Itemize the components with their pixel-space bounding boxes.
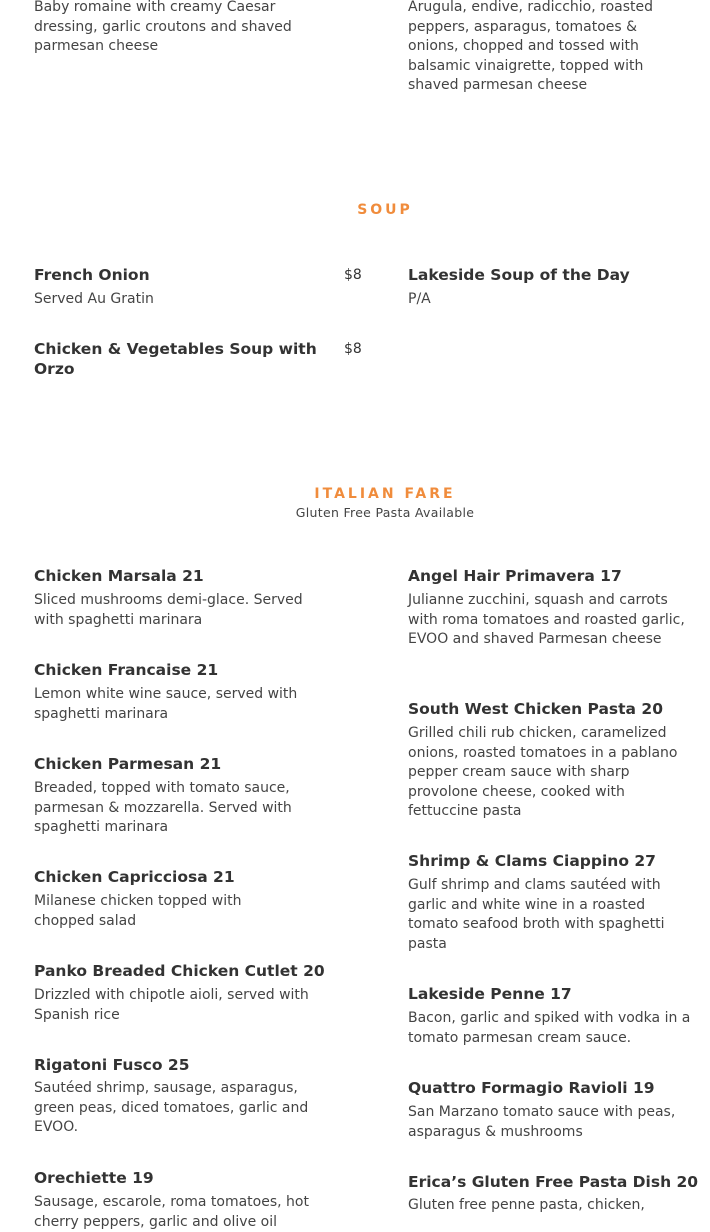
menu-item-name: Lakeside Penne 17: [408, 985, 572, 1003]
menu-item-description: Sliced mushrooms demi-glace. Served with spaghetti marinara: [34, 592, 303, 628]
menu-item-description: Gluten free penne pasta, chicken,: [408, 1197, 645, 1213]
menu-item-name: Orechiette 19: [34, 1169, 154, 1187]
menu-item-name: Rigatoni Fusco 25: [34, 1056, 190, 1074]
menu-item-description: Lemon white wine sauce, served with spaghetti marinara: [34, 686, 298, 722]
menu-item-price: $8: [344, 267, 362, 283]
menu-item-name: Panko Breaded Chicken Cutlet 20: [34, 962, 325, 980]
menu-item-description: Bacon, garlic and spiked with vodka in a tomato parmesan cream sauce.: [408, 1010, 691, 1046]
menu-item-description: P/A: [408, 291, 431, 307]
menu-item-name: Quattro Formagio Ravioli 19: [408, 1079, 655, 1097]
menu-item-name: Chicken & Vegetables Soup with Orzo: [34, 340, 317, 378]
menu-item-description: Sautéed shrimp, sausage, asparagus, green peas, diced tomatoes, garlic and EVOO.: [34, 1080, 309, 1135]
menu-item-description: San Marzano tomato sauce with peas, asparagus & mushrooms: [408, 1104, 676, 1140]
soup-section-title: SOUP: [357, 202, 413, 218]
menu-item-name: Angel Hair Primavera 17: [408, 567, 622, 585]
menu-item-name: Shrimp & Clams Ciappino 27: [408, 852, 656, 870]
menu-item-description: Drizzled with chipotle aioli, served with Spanish rice: [34, 987, 309, 1023]
menu-item-name: Chicken Capricciosa 21: [34, 868, 235, 886]
menu-item-price: $8: [344, 341, 362, 357]
menu-item-description: Breaded, topped with tomato sauce, parmesan & mozzarella. Served with spaghetti marinara: [34, 780, 292, 835]
menu-item-description: Milanese chicken topped with chopped salad: [34, 893, 242, 929]
menu-item-description: Sausage, escarole, roma tomatoes, hot cherry peppers, garlic and olive oil: [34, 1194, 309, 1230]
menu-item-description: Gulf shrimp and clams sautéed with garlic and white wine in a roasted tomato seafood broth with spaghetti pasta: [408, 877, 665, 952]
italian-section-subtitle: Gluten Free Pasta Available: [295, 505, 475, 520]
menu-item-name: Chicken Francaise 21: [34, 661, 219, 679]
menu-item-description: Grilled chili rub chicken, caramelized onions, roasted tomatoes in a pablano pepper cream sauce with sharp provolone cheese, cooked with fettuccine pasta: [408, 725, 678, 819]
salad-description-left: Baby romaine with creamy Caesar dressing, garlic croutons and shaved parmesan cheese: [34, 0, 292, 54]
menu-item-name: French Onion: [34, 266, 150, 284]
menu-item-name: Chicken Marsala 21: [34, 567, 204, 585]
salad-description-right: Arugula, endive, radicchio, roasted peppers, asparagus, tomatoes & onions, chopped and tossed with balsamic vinaigrette, topped with shaved parmesan cheese: [408, 0, 654, 93]
menu-item-name: South West Chicken Pasta 20: [408, 700, 663, 718]
italian-section-title: ITALIAN FARE: [314, 486, 456, 502]
menu-item-description: Served Au Gratin: [34, 291, 154, 307]
menu-item-description: Julianne zucchini, squash and carrots with roma tomatoes and roasted garlic, EVOO and shaved Parmesan cheese: [408, 592, 685, 647]
menu-item-name: Chicken Parmesan 21: [34, 755, 222, 773]
menu-item-name: Lakeside Soup of the Day: [408, 266, 630, 284]
menu-item-name: Erica’s Gluten Free Pasta Dish 20: [408, 1173, 699, 1191]
